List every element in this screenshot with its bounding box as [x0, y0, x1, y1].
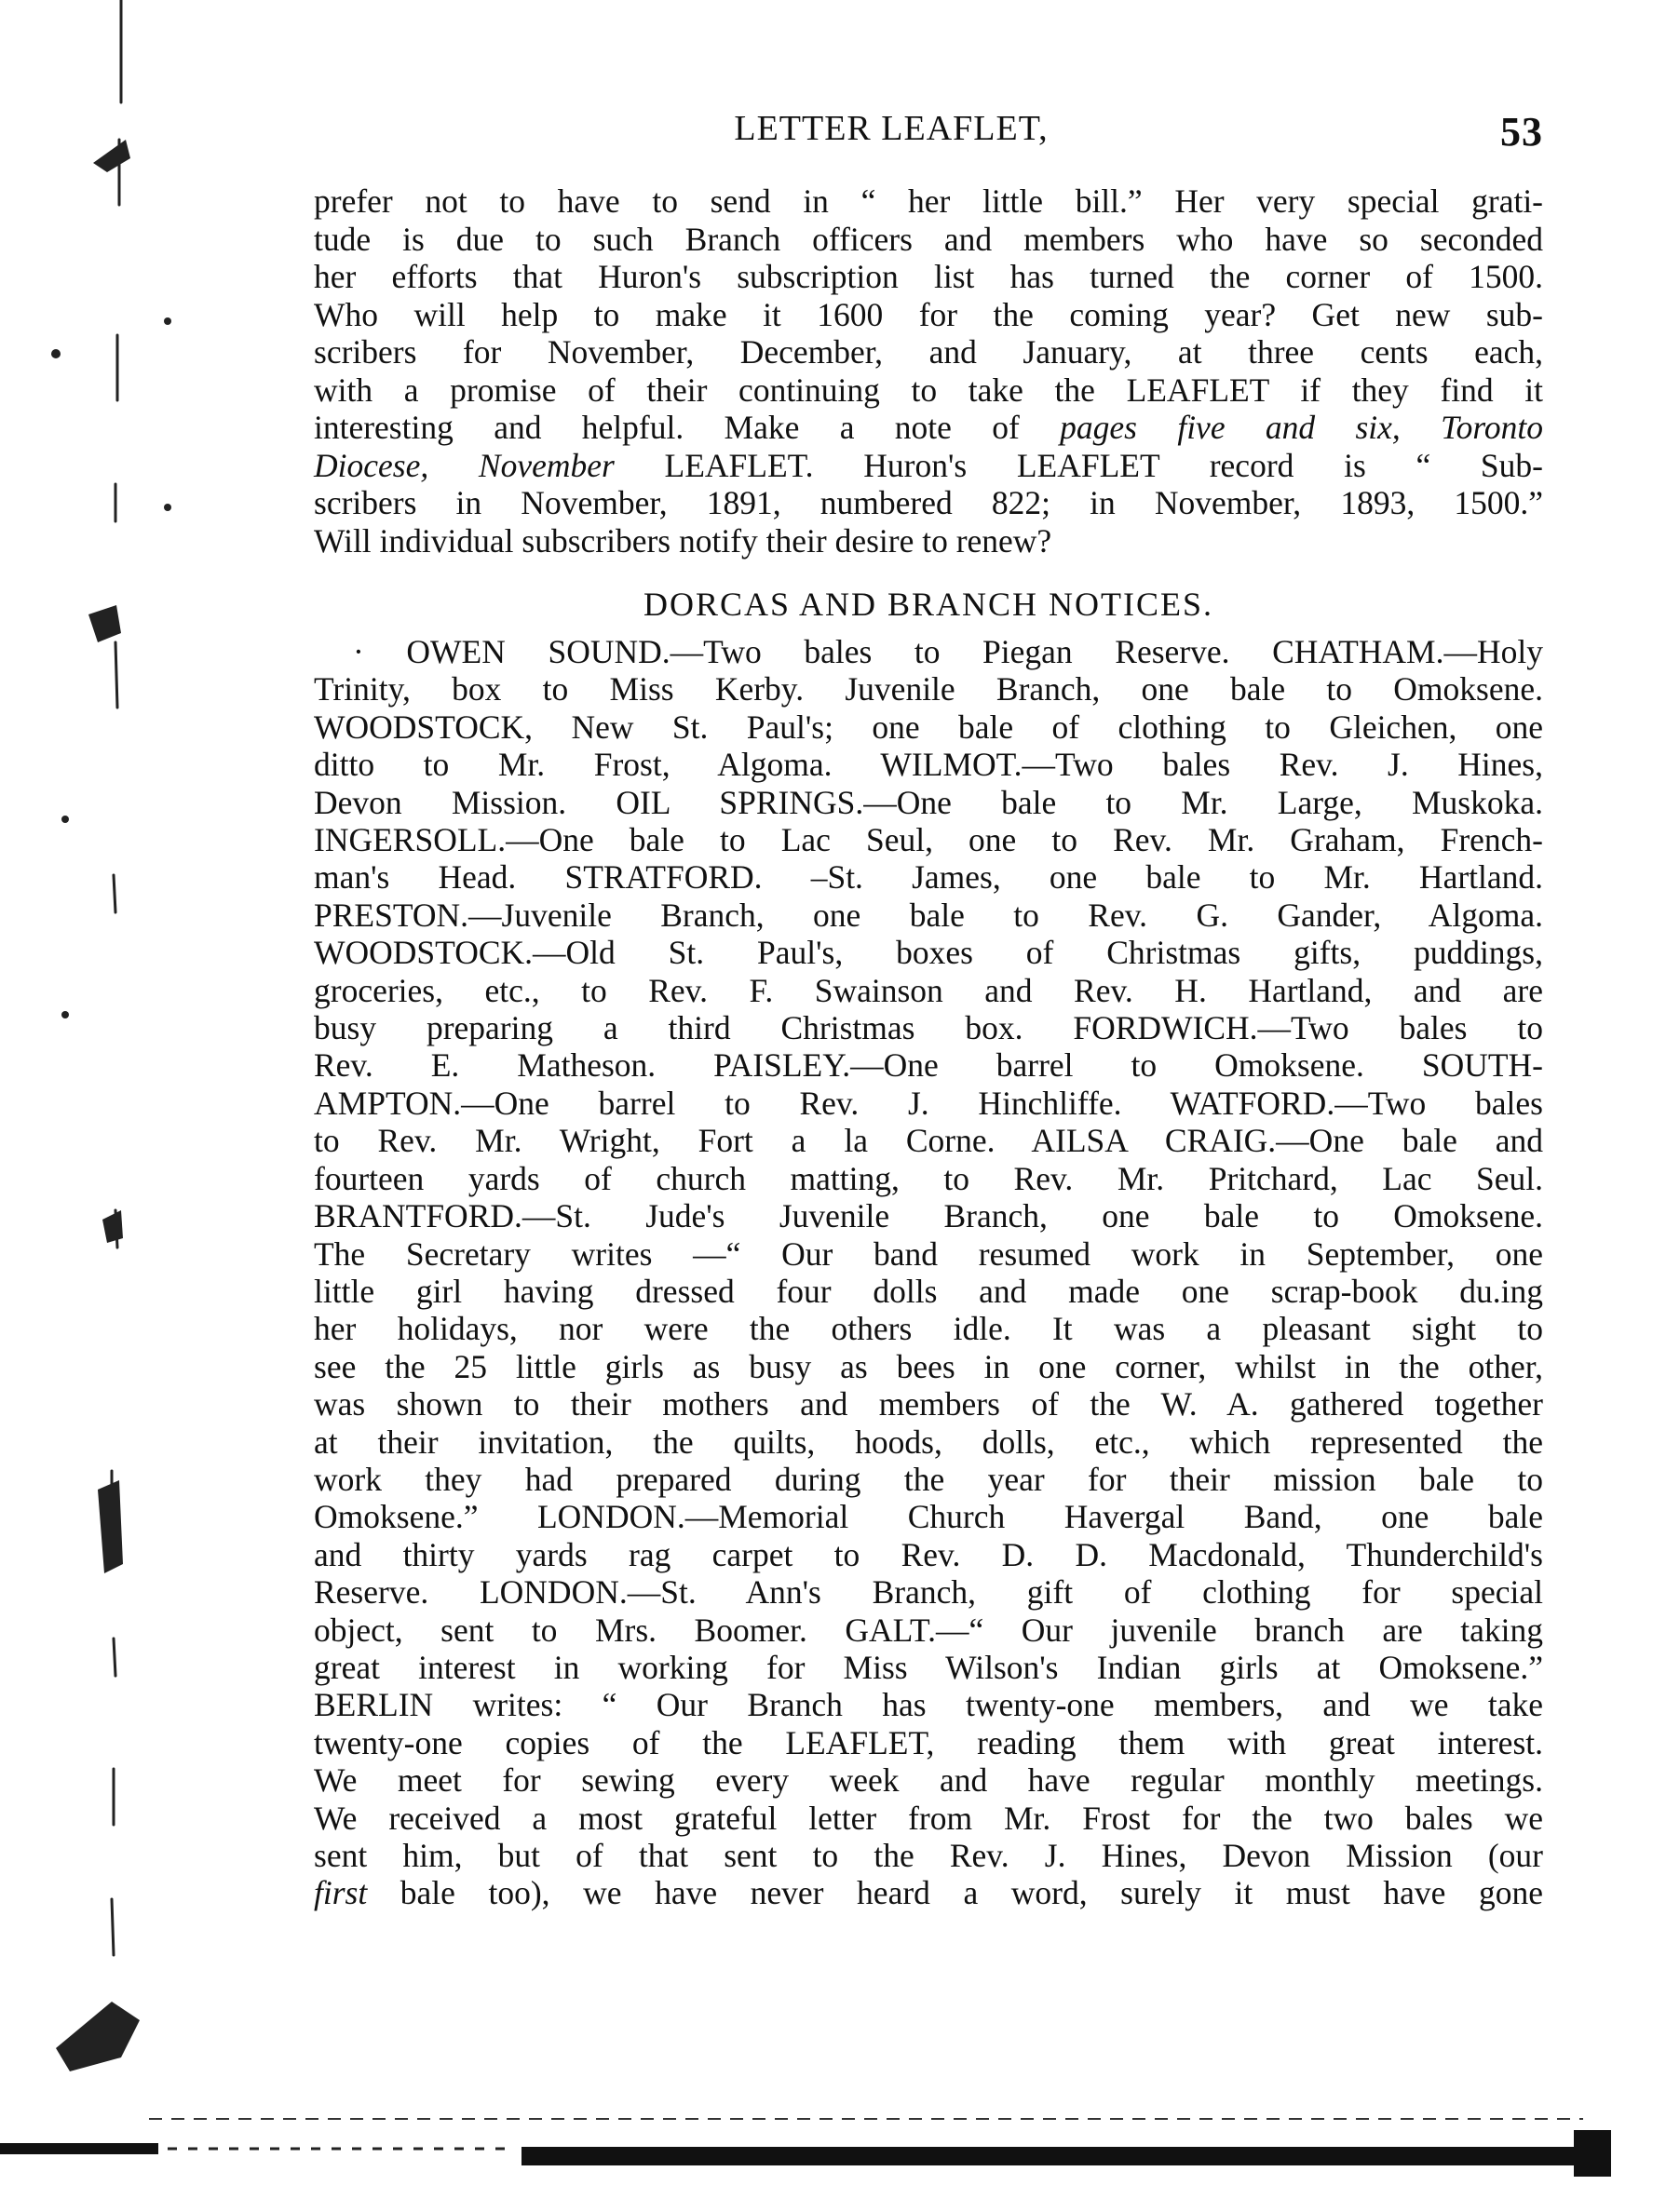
margin-stroke [114, 1639, 115, 1676]
italic-run: Diocese, November [314, 446, 615, 484]
text-line: Devon Mission. OIL SPRINGS.—One bale to Mr. Large, Muskoka. [314, 783, 1543, 821]
text-line: Reserve. LONDON.—St. Ann's Branch, gift of clothing for special [314, 1573, 1543, 1612]
text-line: see the 25 little girls as busy as bees in one corner, whilst in the other, [314, 1347, 1543, 1385]
text-line: scribers in November, 1891, numbered 822; in November, 1893, 1500.” [314, 484, 1543, 521]
running-title: LETTER LEAFLET, [734, 109, 1049, 148]
text-line: tude is due to such Branch officers and members who have so seconded [314, 220, 1543, 258]
text-line: The Secretary writes —“ Our band resumed work in September, one [314, 1234, 1543, 1273]
text-line: · OWEN SOUND.—Two bales to Piegan Reserve. CHATHAM.—Holy [353, 633, 1543, 670]
margin-dot [61, 1011, 69, 1018]
text-line: scribers for November, December, and January, at three cents each, [314, 333, 1543, 371]
text-line: great interest in working for Miss Wilson's Indian girls at Omoksene.” [314, 1648, 1543, 1686]
text-line: BERLIN writes: “ Our Branch has twenty-one members, and we take [314, 1686, 1543, 1724]
section-heading: DORCAS AND BRANCH NOTICES. [643, 586, 1214, 623]
text-line: Who will help to make it 1600 for the coming year? Get new sub- [314, 295, 1543, 333]
margin-stroke [112, 1899, 114, 1955]
text-line: Omoksene.” LONDON.—Memorial Church Havergal Band, one bale [314, 1498, 1543, 1536]
margin-dot [61, 816, 69, 823]
text-line [314, 447, 1543, 485]
text-line: Trinity, box to Miss Kerby. Juvenile Branch, one bale to Omoksene. [314, 670, 1543, 708]
margin-blot [102, 1210, 123, 1243]
text-line: twenty-one copies of the LEAFLET, reading them with great interest. [314, 1723, 1543, 1761]
text-line: with a promise of their continuing to take the LEAFLET if they find it [314, 371, 1543, 409]
text-line: her holidays, nor were the others idle. It was a pleasant sight to [314, 1310, 1543, 1348]
text-line: BRANTFORD.—St. Jude's Juvenile Branch, one bale to Omoksene. [314, 1197, 1543, 1235]
text-line: We meet for sewing every week and have regular monthly meetings. [314, 1761, 1543, 1800]
margin-blot [98, 1480, 123, 1573]
edge-bar [0, 2143, 158, 2154]
text-line: ditto to Mr. Frost, Algoma. WILMOT.—Two bales Rev. J. Hines, [314, 746, 1543, 784]
text-run: interesting and helpful. Make a note of [314, 409, 1061, 446]
text-line: and thirty yards rag carpet to Rev. D. D. Macdonald, Thunderchild's [314, 1535, 1543, 1573]
margin-dot [164, 504, 171, 511]
italic-run: first [314, 1874, 368, 1912]
margin-blot [56, 2002, 140, 2071]
text-line: fourteen yards of church matting, to Rev. Mr. Pritchard, Lac Seul. [314, 1159, 1543, 1197]
text-line: prefer not to have to send in “ her little bill.” Her very special grati- [314, 182, 1543, 220]
text-line: to Rev. Mr. Wright, Fort a la Corne. AILSA CRAIG.—One bale and [314, 1122, 1543, 1160]
opening-paragraph [314, 182, 1543, 560]
text-line: sent him, but of that sent to the Rev. J. Hines, Devon Mission (our [314, 1837, 1543, 1874]
margin-stroke [114, 875, 115, 912]
margin-stroke [115, 642, 117, 708]
text-line: her efforts that Huron's subscription list has turned the corner of 1500. [314, 258, 1543, 295]
text-line: man's Head. STRATFORD. –St. James, one bale to Mr. Hartland. [314, 858, 1543, 897]
margin-dot [51, 349, 61, 358]
text-line: Rev. E. Matheson. PAISLEY.—One barrel to Omoksene. SOUTH- [314, 1046, 1543, 1085]
text-line: WOODSTOCK, New St. Paul's; one bale of clothing to Gleichen, one [314, 708, 1543, 746]
text-line: little girl having dressed four dolls and made one scrap-book du.ing [314, 1272, 1543, 1310]
text-run: LEAFLET. Huron's LEAFLET record is “ Sub- [614, 446, 1543, 484]
margin-dot [164, 317, 171, 325]
margin-blot [88, 605, 121, 642]
text-line: WOODSTOCK.—Old St. Paul's, boxes of Christmas gifts, puddings, [314, 934, 1543, 972]
text-line [314, 409, 1543, 447]
text-run: bale too), we have never heard a word, surely it must have gone [367, 1874, 1543, 1912]
page-number: 53 [1500, 109, 1543, 155]
text-line: INGERSOLL.—One bale to Lac Seul, one to Rev. Mr. Graham, French- [314, 821, 1543, 859]
running-header [314, 108, 1543, 156]
margin-blot [93, 140, 130, 172]
text-line: groceries, etc., to Rev. F. Swainson and Rev. H. Hartland, and are [314, 971, 1543, 1009]
text-line: work they had prepared during the year for their mission bale to [314, 1460, 1543, 1498]
text-line: object, sent to Mrs. Boomer. GALT.—“ Our juvenile branch are taking [314, 1611, 1543, 1649]
text-line: at their invitation, the quilts, hoods, dolls, etc., which represented the [314, 1423, 1543, 1461]
text-line: We received a most grateful letter from Mr. Frost for the two bales we [314, 1799, 1543, 1837]
text-line [314, 1874, 1543, 1911]
notices-paragraph [314, 633, 1543, 1912]
bottom-scan-edge [0, 2102, 1666, 2186]
binding-margin-marks [0, 0, 186, 2212]
text-line: busy preparing a third Christmas box. FORDWICH.—Two bales to [314, 1009, 1543, 1047]
text-line: PRESTON.—Juvenile Branch, one bale to Rev. G. Gander, Algoma. [314, 896, 1543, 934]
italic-run: pages five and six, Toronto [1060, 409, 1543, 446]
text-line: AMPTON.—One barrel to Rev. J. Hinchliffe. WATFORD.—Two bales [314, 1084, 1543, 1122]
text-line: Will individual subscribers notify their desire to renew? [314, 521, 1052, 560]
edge-bar [521, 2147, 1611, 2165]
edge-bar [1574, 2130, 1611, 2177]
text-line: was shown to their mothers and members of the W. A. gathered together [314, 1385, 1543, 1423]
